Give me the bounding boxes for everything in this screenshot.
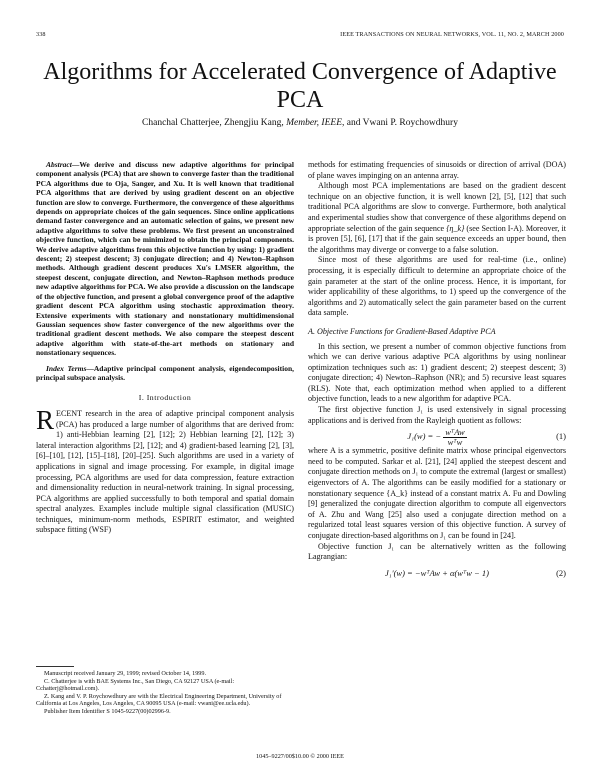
footnotes	[36, 670, 294, 716]
footnote-rule	[36, 666, 74, 667]
section-heading-introduction: I. Introduction	[138, 393, 192, 403]
index-terms-label: Index Terms—	[46, 363, 94, 373]
paragraph-first-objective: The first objective function J₁ is used extensively in signal processing applications and is derived from the Rayleigh quotient as follows:	[308, 405, 566, 425]
author-membership: Member, IEEE	[286, 118, 343, 128]
equation-2-number: (2)	[556, 567, 566, 578]
index-terms	[36, 364, 294, 383]
copyright-line: 1045–9227/00$10.00 © 2000 IEEE	[256, 753, 344, 760]
index-terms-text: Adaptive principal component analysis, eigendecomposition, principal subspace analysis.	[36, 363, 295, 382]
equation-1-numerator: wᵀAw	[445, 426, 465, 437]
footnote-kang-roychowdhury: Z. Kang and V. P. Roychowdhury are with the Electrical Engineering Department, University of California at Los Angeles, Los Angeles, CA 90095 USA (e-mail: vwani@ee.ucla.edu).	[36, 692, 282, 708]
equation-1-fraction	[443, 428, 466, 447]
equation-1	[308, 426, 566, 446]
paragraph-continued: methods for estimating frequencies of sinusoids or direction of arrival (DOA) of plane waves impinging on an antenna array.	[308, 160, 566, 180]
drop-cap: R	[36, 404, 55, 435]
intro-text: ECENT research in the area of adaptive principal component analysis (PCA) has produced a large number of algorithms that are derived from: 1) anti-Hebbian learning [2], [12]; 2) Hebbian learning [2], [12]; 3) lateral interaction algorithms [2], [12]; and 4) gradient-based learning [2], [3], [6]–[10], [12], [15]–[18], [20]–[25]. Such algorithms are used in a variety of applications in signal and image processing. For example, in digital image processing, PCA algorithms are used for data compression, feature extraction and dimensionality reduction in neural-network training. In signal processing, PCA algorithms are applied successfully to both temporal and spatial domain spectral analyzes. Examples include multiple signal classification (MUSIC) techniques, minimum-norm methods, ESPIRIT estimator, and weighted subspace fitting (WSF)	[36, 408, 294, 535]
equation-2	[308, 563, 566, 583]
footnote-chatterjee: C. Chatterjee is with BAE Systems Inc., San Diego, CA 92127 USA (e-mail: Cchatterj@hotmail.com).	[36, 677, 235, 693]
paragraph-rayleigh: where A is a symmetric, positive definite matrix whose principal eigenvectors need to be computed. Sarkar et al. [21], [24] applied the steepest descent and conjugate direction methods on J₁ to compute the extremal (largest or smallest) eigenvectors of A. The algorithms can be easily modified for a stationary or nonstationary sequence {A_k} instead of a constant matrix A. Fu and Dowling [9] generalized the conjugate direction algorithm to compute all eigenvectors of A. Zhu and Wang [25] also used a conjugate direction method on a regularized total least squares version of this objective function. A survey of conjugate direction-based algorithms on J₁ can be found in [24].	[308, 446, 566, 540]
abstract-label: Abstract—	[46, 160, 80, 169]
subsection-heading: A. Objective Functions for Gradient-Based Adaptive PCA	[308, 326, 496, 336]
paragraph-online: Since most of these algorithms are used for real-time (i.e., online) processing, it is especially difficult to determine an appropriate choice of the gain parameter at the start of the online process. Hence, it is important, for wider applicability of these algorithms, to 1) speed up the convergence of the algorithms and 2) automatically select the gain parameter based on the current data sample.	[308, 255, 566, 318]
left-column	[36, 160, 294, 536]
equation-1-denominator: wᵀw	[447, 436, 463, 447]
abstract-text: We derive and discuss new adaptive algorithms for principal component analysis (PCA) that are shown to converge faster than the traditional PCA algorithms due to Oja, Sanger, and Xu. It is well known that traditional PCA algorithms that are derived by using gradient descent on an objective function are slow to converge. Furthermore, the convergence of these algorithms depends on appropriate choices of the gain sequences. Since online applications demand faster convergence and an automatic selection of gains, we present new adaptive algorithms to solve these problems. We first present an unconstrained objective function, which can be minimized to obtain the principal components. We derive adaptive algorithms from this objective function by using: 1) gradient descent; 2) steepest descent; 3) conjugate direction; and 4) Newton–Raphson methods. Although gradient descent produces Xu's LMSER algorithm, the steepest descent, conjugate direction, and Newton–Raphson methods produce new adaptive algorithms for PCA. We also provide a discussion on the landscape of the objective function, and present a global convergence proof of the adaptive gradient descent PCA algorithm using stochastic approximation theory. Extensive experiments with stationary and nonstationary multidimensional Gaussian sequences show faster convergence of the new algorithms over the traditional gradient descent methods. We also compare the steepest descent adaptive algorithm with state-of-the-art methods on stationary and nonstationary sequences.	[36, 160, 294, 358]
paragraph-convergence: Although most PCA implementations are based on the gradient descent technique on an objective function, it is well known [2], [5], [12] that such traditional PCA algorithms are slow to converge. Furthermore, both analytical and experimental studies show that convergence of these algorithms depend on appropriate selection of the gain sequence {η_k} (see Section I-A). Moreover, it is proven [5], [6], [17] that if the gain sequence exceeds an upper bound, then the algorithms may diverge or converge to a false solution.	[308, 181, 566, 254]
abstract	[36, 160, 294, 358]
gain-sequence-symbol: {η_k}	[446, 223, 465, 233]
paragraph-lagrangian: Objective function J₁ can be alternatively written as the following Lagrangian:	[308, 541, 566, 562]
page-number: 338	[36, 31, 46, 38]
equation-2-body: J₁′(w) = −wᵀAw + α(wᵀw − 1)	[385, 567, 489, 578]
author-names: Chanchal Chatterjee, Zhengjiu Kang,	[142, 118, 287, 128]
author-line	[30, 118, 570, 128]
footnote-publisher-id: Publisher Item Identifier S 1045-9227(00)02996-9.	[44, 707, 171, 715]
equation-1-number: (1)	[556, 431, 566, 442]
right-column	[308, 160, 566, 583]
intro-paragraph	[36, 404, 294, 536]
author-names-end: , and Vwani P. Roychowdhury	[342, 118, 458, 128]
paragraph-objective-functions: In this section, we present a number of common objective functions from which we can derive various adaptive PCA algorithms by using nonlinear optimization techniques such as: 1) gradient descent; 2) steepest descent; 3) conjugate direction; 4) Newton–Raphson (NR); and 5) recursive least squares (RLS). Note that, each optimization method when applied to a different objective function, leads to a new algorithm for adaptive PCA.	[308, 341, 566, 404]
paper-title: Algorithms for Accelerated Convergence of Adaptive PCA	[43, 59, 557, 113]
running-header: IEEE TRANSACTIONS ON NEURAL NETWORKS, VOL. 11, NO. 2, MARCH 2000	[340, 31, 564, 38]
footnote-manuscript: Manuscript received January 29, 1999; revised October 14, 1999.	[44, 670, 207, 677]
equation-1-lhs: J₁(w) = −	[407, 431, 442, 442]
